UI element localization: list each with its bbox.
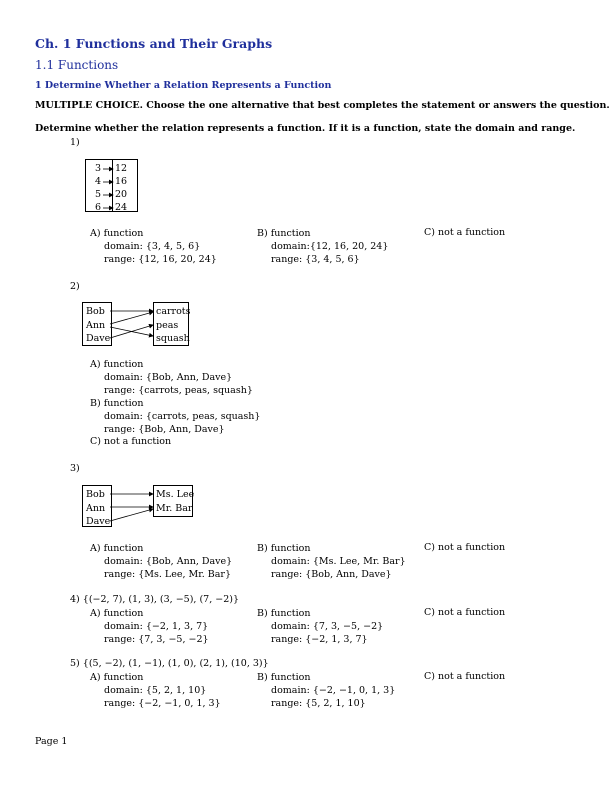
q2-right-item: carrots: [156, 306, 191, 317]
q1-right-item: 12: [115, 163, 128, 174]
q2-arrow: [110, 327, 153, 336]
option-label: A) function: [90, 543, 144, 554]
q2-option-b[interactable]: [90, 397, 260, 436]
q2-left-item: Ann: [86, 319, 106, 331]
q1-right-item: 24: [115, 202, 128, 213]
q5-stem: 5) {(5, −2), (1, −1), (1, 0), (2, 1), (10, 3)}: [70, 658, 269, 669]
option-label: B) function: [257, 608, 311, 619]
q3-option-b[interactable]: [257, 542, 406, 581]
option-domain: domain: {−2, 1, 3, 7}: [104, 621, 209, 632]
option-range: range: {7, 3, −5, −2}: [104, 634, 209, 645]
option-label: A) function: [90, 672, 144, 683]
q5-option-c[interactable]: C) not a function: [424, 671, 506, 682]
option-range: range: {3, 4, 5, 6}: [271, 254, 360, 265]
q4-stem: 4) {(−2, 7), (1, 3), (3, −5), (7, −2)}: [70, 594, 240, 605]
option-domain: domain:{12, 16, 20, 24}: [271, 241, 389, 252]
option-domain: domain: {Bob, Ann, Dave}: [104, 556, 233, 567]
option-label: B) function: [257, 672, 311, 683]
q2-domain-values: [86, 305, 110, 346]
option-range: range: {Bob, Ann, Dave}: [271, 569, 392, 580]
q1-left-item: 5: [95, 189, 102, 200]
q3-arrow: [110, 509, 153, 521]
option-range: range: {−2, 1, 3, 7}: [271, 634, 368, 645]
q4-option-b[interactable]: [257, 607, 383, 646]
q3-right-item: Ms. Lee: [156, 489, 195, 500]
option-range: range: {Bob, Ann, Dave}: [104, 424, 225, 435]
q1-right-item: 16: [115, 176, 128, 187]
option-label: A) function: [90, 359, 144, 370]
option-range: range: {carrots, peas, squash}: [104, 385, 253, 396]
option-range: range: {−2, −1, 0, 1, 3}: [104, 698, 221, 709]
q5-option-a[interactable]: [90, 671, 221, 710]
q5-option-b[interactable]: [257, 671, 395, 710]
option-domain: domain: {−2, −1, 0, 1, 3}: [271, 685, 396, 696]
q1-right-item: 20: [115, 189, 128, 200]
q1-left-item: 4: [95, 176, 102, 187]
page-number: Page 1: [35, 736, 68, 747]
q3-left-item: Ann: [86, 502, 106, 514]
q4-option-a[interactable]: [90, 607, 209, 646]
option-label: B) function: [257, 228, 311, 239]
q1-option-c[interactable]: C) not a function: [424, 227, 506, 238]
section-title: 1.1 Functions: [35, 58, 119, 72]
q3-left-item: Bob: [86, 489, 105, 500]
q3-left-item: Dave: [86, 516, 111, 527]
q1-option-b[interactable]: [257, 227, 388, 266]
q3-number: 3): [70, 463, 80, 474]
q2-right-item: squash: [156, 333, 190, 344]
q2-left-item: Dave: [86, 333, 111, 344]
q2-option-c[interactable]: C) not a function: [90, 436, 172, 447]
option-label: A) function: [90, 228, 144, 239]
q2-right-item: peas: [156, 319, 179, 331]
q2-left-item: Bob: [86, 306, 105, 317]
option-domain: domain: {carrots, peas, squash}: [104, 411, 261, 422]
q3-option-a[interactable]: [90, 542, 232, 581]
option-range: range: {5, 2, 1, 10}: [271, 698, 366, 709]
q3-option-c[interactable]: C) not a function: [424, 542, 506, 553]
option-range: range: {12, 16, 20, 24}: [104, 254, 217, 265]
mc-instructions: MULTIPLE CHOICE. Choose the one alternative that best completes the statement or answers the question.: [35, 100, 610, 111]
option-label: B) function: [257, 543, 311, 554]
option-domain: domain: {7, 3, −5, −2}: [271, 621, 384, 632]
option-domain: domain: {Ms. Lee, Mr. Bar}: [271, 556, 406, 567]
q1-number: 1): [70, 137, 80, 148]
directions: Determine whether the relation represents a function. If it is a function, state the domain and range.: [35, 123, 576, 134]
q3-range-values: [156, 488, 194, 515]
objective-title: 1 Determine Whether a Relation Represents a Function: [35, 80, 332, 91]
q2-number: 2): [70, 281, 80, 292]
q3-right-item: Mr. Bar: [156, 502, 193, 514]
q3-domain-values: [86, 488, 110, 529]
q1-option-a[interactable]: [90, 227, 217, 266]
q1-left-item: 6: [95, 202, 102, 213]
option-label: A) function: [90, 608, 144, 619]
q1-left-item: 3: [95, 163, 102, 174]
q2-option-a[interactable]: [90, 358, 253, 397]
q2-range-values: [156, 305, 190, 346]
chapter-title: Ch. 1 Functions and Their Graphs: [35, 36, 273, 51]
q2-arrow: [110, 312, 153, 324]
option-label: B) function: [90, 398, 144, 409]
option-domain: domain: {5, 2, 1, 10}: [104, 685, 207, 696]
option-domain: domain: {3, 4, 5, 6}: [104, 241, 201, 252]
option-domain: domain: {Bob, Ann, Dave}: [104, 372, 233, 383]
q4-option-c[interactable]: C) not a function: [424, 607, 506, 618]
option-range: range: {Ms. Lee, Mr. Bar}: [104, 569, 232, 580]
